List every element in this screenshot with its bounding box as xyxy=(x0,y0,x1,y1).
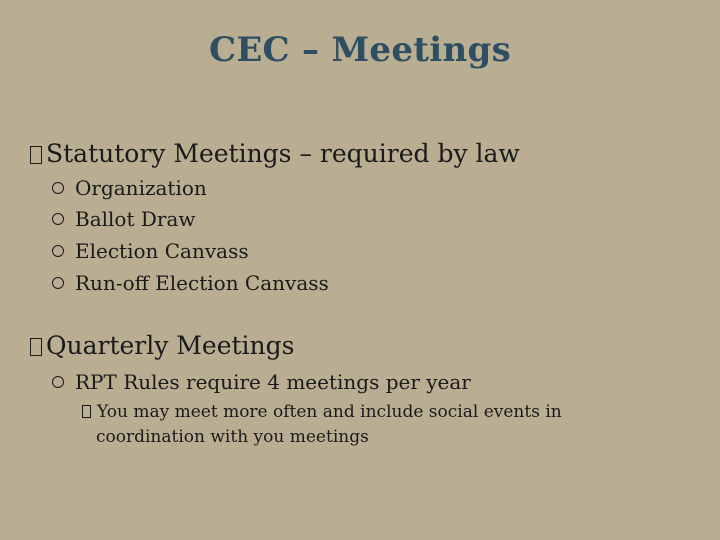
item-text: Run-off Election Canvass xyxy=(75,271,329,295)
list-item xyxy=(52,239,249,263)
list-item xyxy=(52,176,207,200)
list-item xyxy=(52,271,329,295)
ring-bullet-icon xyxy=(52,182,64,194)
item-text: RPT Rules require 4 meetings per year xyxy=(75,370,471,394)
ring-bullet-icon xyxy=(52,213,64,225)
ring-bullet-icon xyxy=(52,376,64,388)
box-bullet-icon xyxy=(30,146,42,164)
slide-title: CEC – Meetings xyxy=(208,30,512,70)
subitem-line-1: You may meet more often and include social events in xyxy=(97,402,562,422)
ring-bullet-icon xyxy=(52,245,64,257)
subitem-line-2: coordination with you meetings xyxy=(96,427,369,447)
list-item xyxy=(52,370,471,394)
box-bullet-icon xyxy=(30,338,42,356)
item-text: Election Canvass xyxy=(75,239,249,263)
heading-text: Quarterly Meetings xyxy=(46,331,295,360)
heading-text: Statutory Meetings – required by law xyxy=(46,139,520,168)
ring-bullet-icon xyxy=(52,277,64,289)
section-statutory-heading xyxy=(30,139,520,168)
item-text: Organization xyxy=(75,176,207,200)
item-text: Ballot Draw xyxy=(75,207,196,231)
sub-list-item xyxy=(96,400,616,450)
section-quarterly-heading xyxy=(30,331,294,360)
small-box-bullet-icon xyxy=(82,405,91,418)
list-item xyxy=(52,207,196,231)
